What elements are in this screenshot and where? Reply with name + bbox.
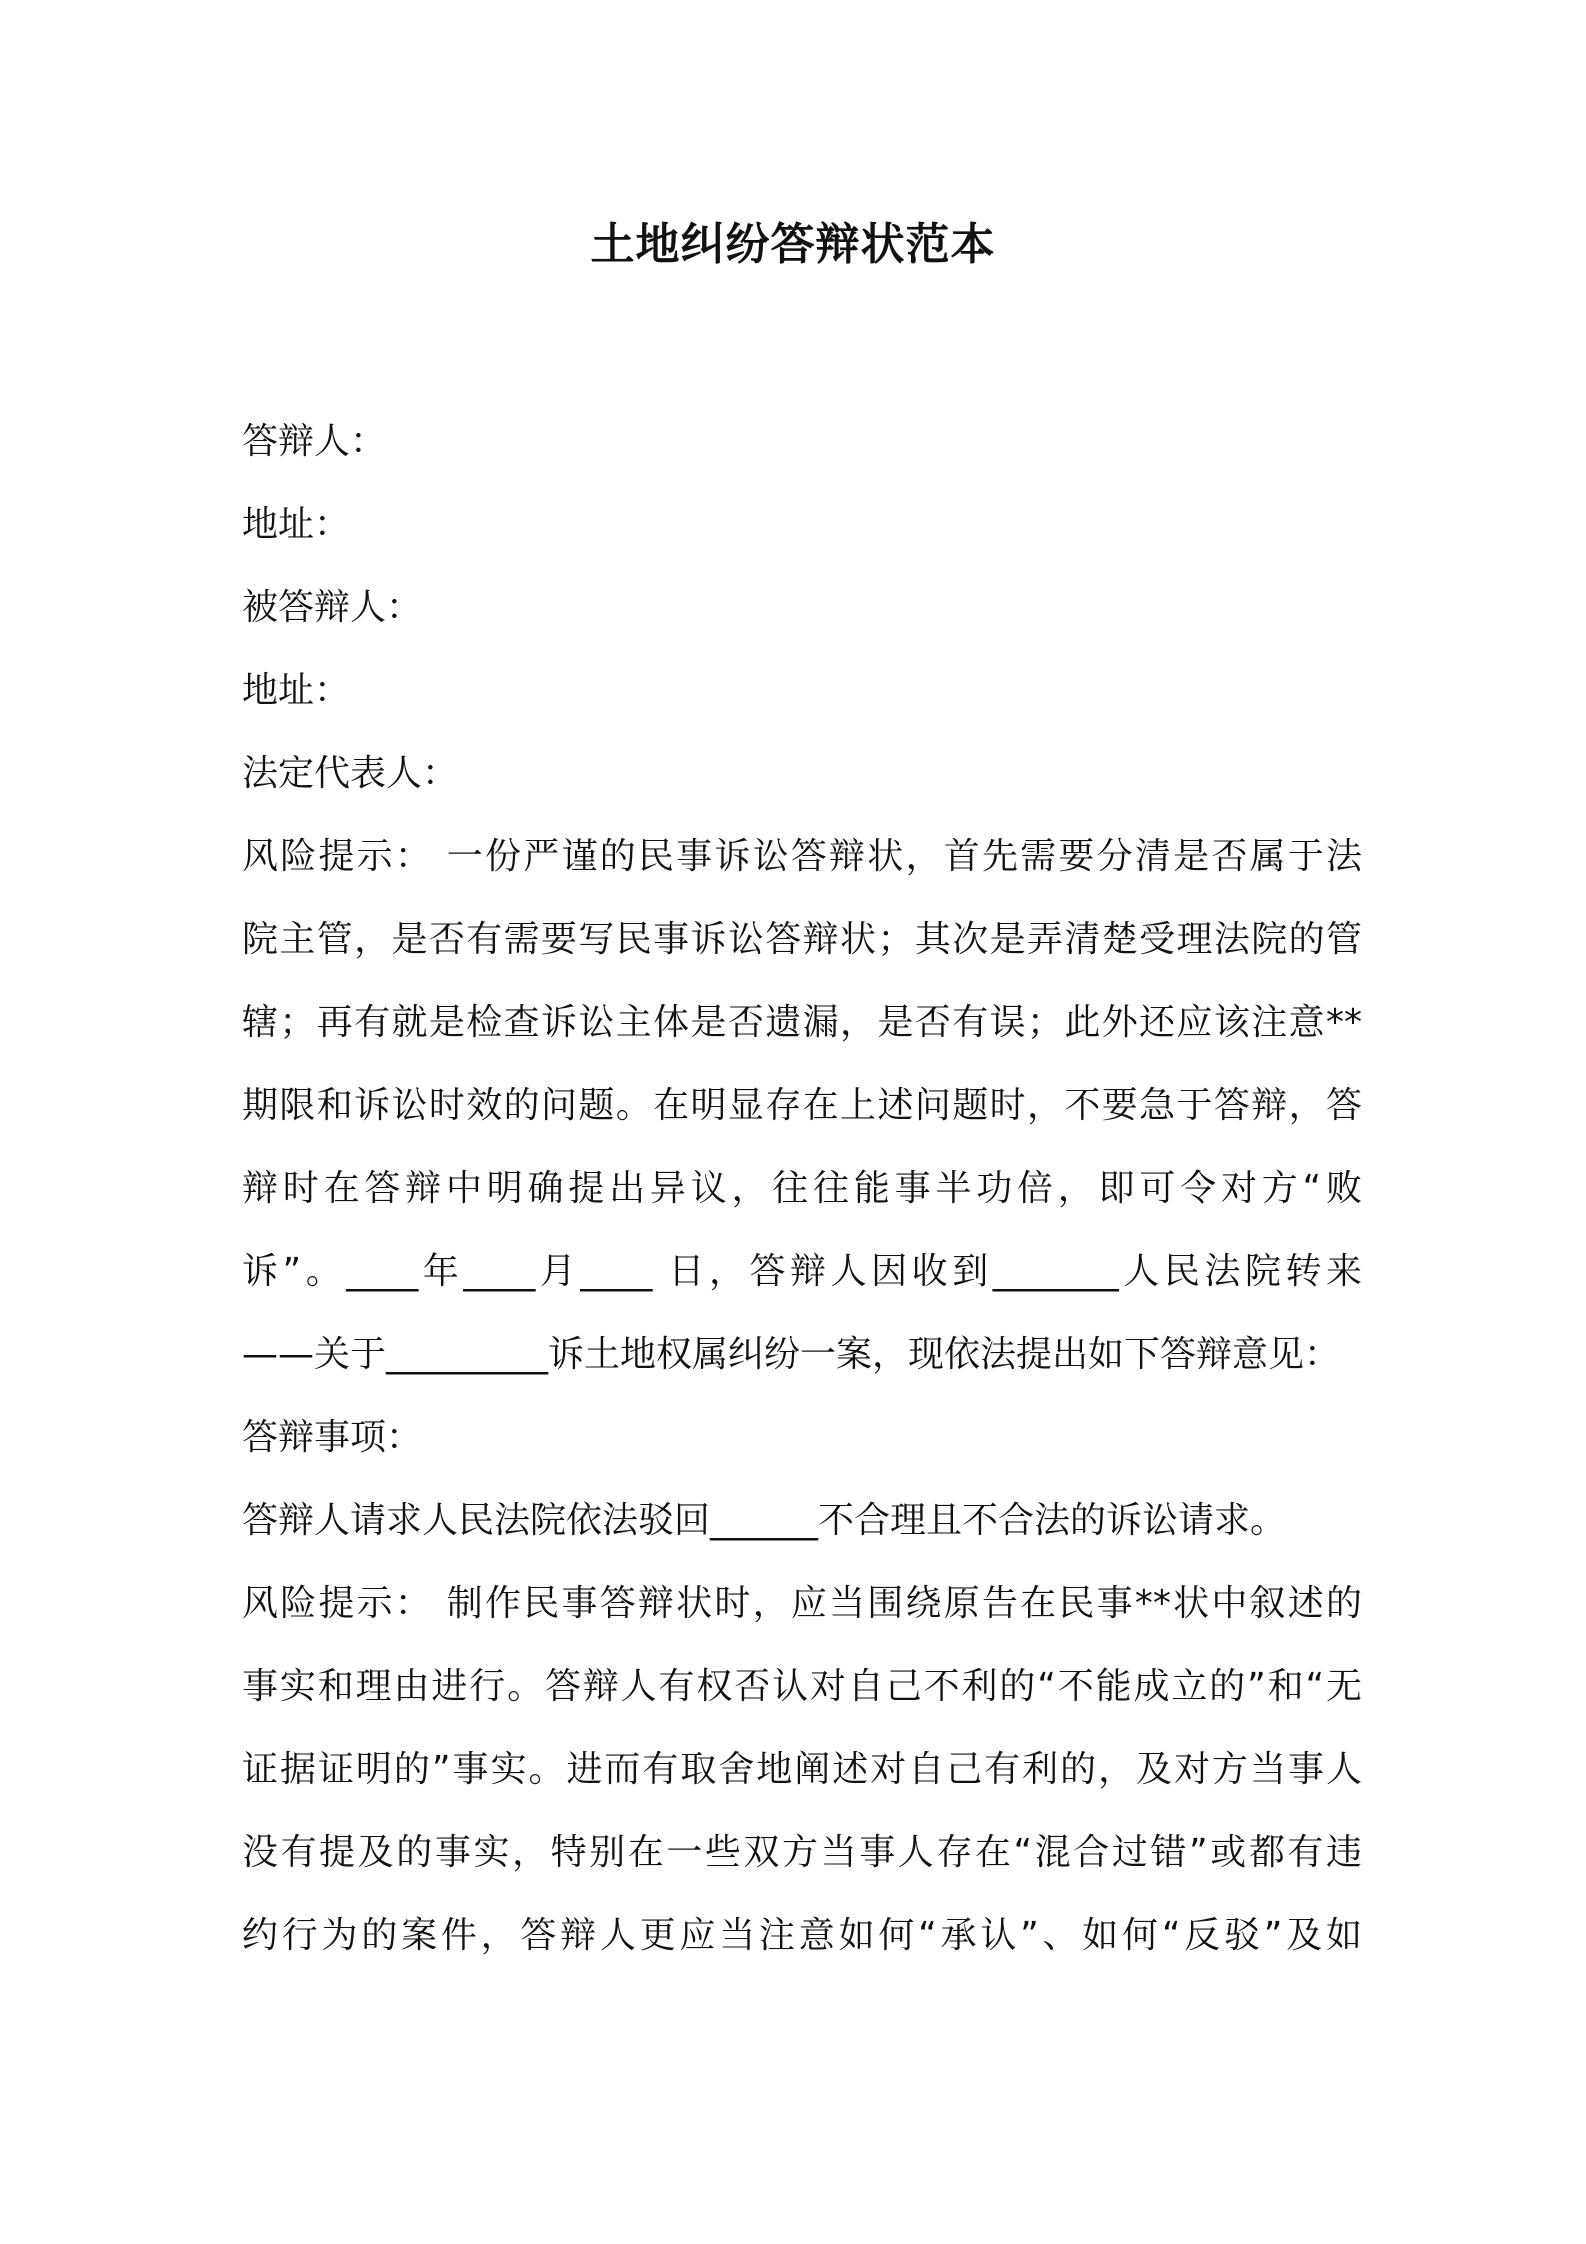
case-intro-line: ——关于_________诉土地权属纠纷一案，现依法提出如下答辩意见：: [242, 1334, 1341, 1375]
case-intro-line: 诉”。____年____月____ 日，答辩人因收到_______人民法院转来: [242, 1251, 1362, 1292]
defense-request-line: 答辩人请求人民法院依法驳回______不合理且不合法的诉讼请求。: [242, 1500, 1287, 1541]
document-body: [242, 400, 1362, 1977]
risk-notice-2-line: 事实和理由进行。答辩人有权否认对自己不利的“不能成立的”和“无: [242, 1666, 1362, 1707]
opposing-party-label: 被答辩人：: [242, 587, 423, 628]
opposing-party-address-label: 地址：: [242, 670, 351, 711]
defense-items-heading: 答辩事项：: [242, 1417, 423, 1458]
document-title: 土地纠纷答辩状范本: [590, 219, 996, 270]
risk-notice-2-line: 证据证明的”事实。进而有取舍地阐述对自己有利的，及对方当事人: [242, 1749, 1362, 1790]
risk-notice-2-line: 风险提示： 制作民事答辩状时，应当围绕原告在民事**状中叙述的: [242, 1583, 1362, 1624]
respondent-address-label: 地址：: [242, 504, 351, 545]
risk-notice-2-line: 没有提及的事实，特别在一些双方当事人存在“混合过错”或都有违: [242, 1832, 1362, 1873]
risk-notice-1-line: 风险提示： 一份严谨的民事诉讼答辩状，首先需要分清是否属于法: [242, 836, 1362, 877]
legal-representative-label: 法定代表人：: [242, 753, 459, 794]
respondent-label: 答辩人：: [242, 421, 387, 462]
risk-notice-1-line: 辖；再有就是检查诉讼主体是否遗漏，是否有误；此外还应该注意**: [242, 1002, 1362, 1043]
risk-notice-2-line: 约行为的案件，答辩人更应当注意如何“承认”、如何“反驳”及如: [242, 1915, 1362, 1956]
risk-notice-1-line: 院主管，是否有需要写民事诉讼答辩状；其次是弄清楚受理法院的管: [242, 919, 1362, 960]
risk-notice-1-line: 期限和诉讼时效的问题。在明显存在上述问题时，不要急于答辩，答: [242, 1085, 1362, 1126]
risk-notice-1-line: 辩时在答辩中明确提出异议，往往能事半功倍，即可令对方“败: [242, 1168, 1362, 1209]
